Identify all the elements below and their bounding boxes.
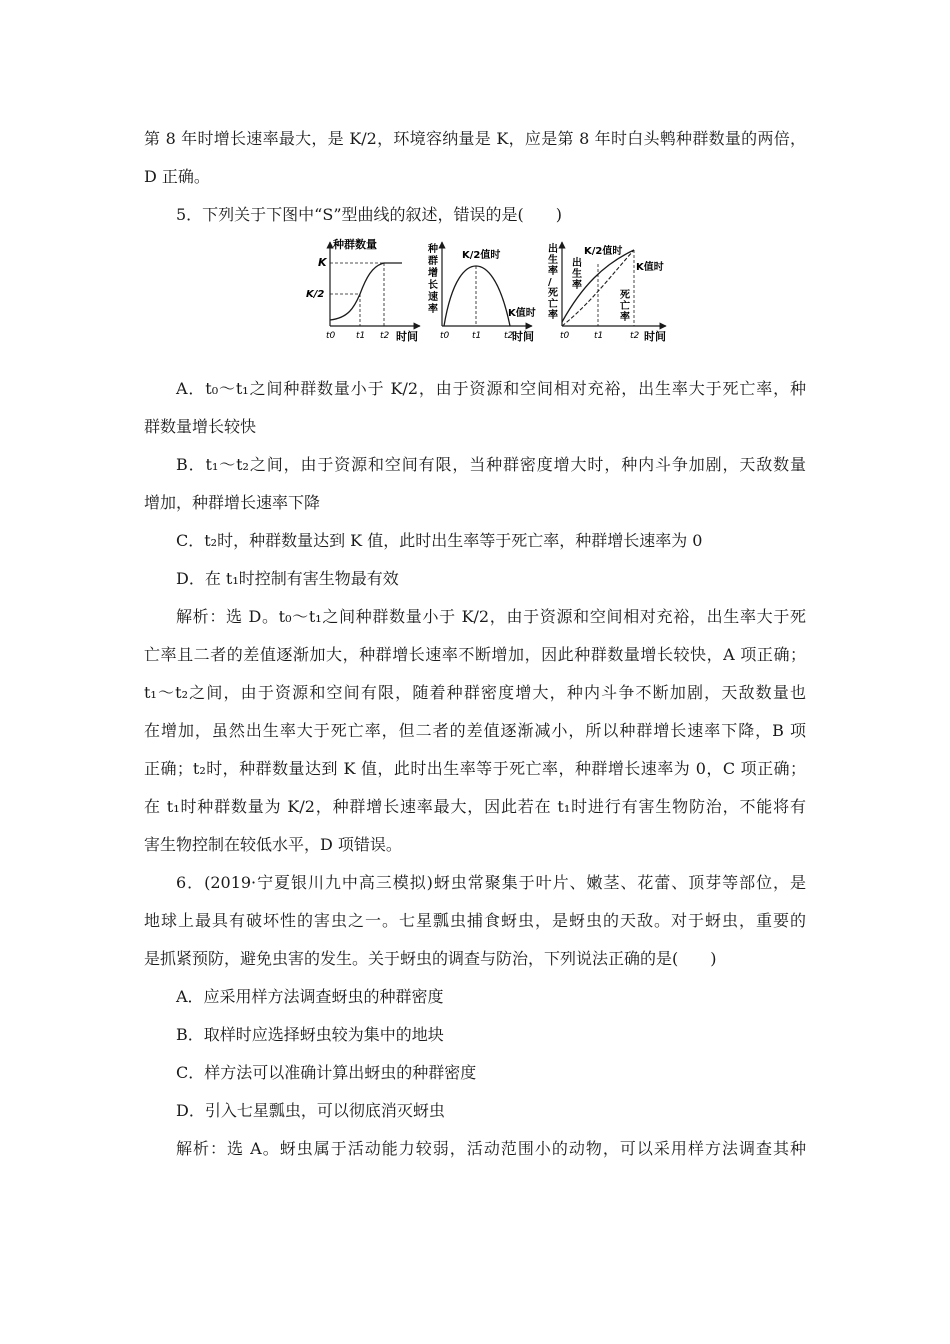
- graph3-k-label: K值时: [636, 262, 664, 273]
- q6-option-a: A．应采用样方法调查蚜虫的种群密度: [176, 987, 444, 1006]
- graph1-k2-label: K/2: [306, 289, 325, 300]
- graph1-k-label: K: [318, 256, 327, 269]
- q5-analysis-line-1: 解析：选 D。t₀～t₁之间种群数量小于 K/2，由于资源和空间相对充裕，出生率大于死: [176, 607, 806, 626]
- q5-option-c: C．t₂时，种群数量达到 K 值，此时出生率等于死亡率，种群增长速率为 0: [176, 531, 703, 550]
- graph3-birth-label: 出生率: [572, 258, 582, 291]
- graph1-ylabel: 种群数量: [333, 238, 377, 251]
- q5-analysis-line-4: 在增加，虽然出生率大于死亡率，但二者的差值逐渐减小，所以种群增长速率下降，B 项: [144, 721, 806, 740]
- graph3-k2-label: K/2值时: [584, 246, 623, 257]
- question-6-stem-line-2: 地球上最具有破坏性的害虫之一。七星瓢虫捕食蚜虫，是蚜虫的天敌。对于蚜虫，重要的: [144, 911, 806, 930]
- graph3-death-label: 死亡率: [620, 290, 630, 323]
- question-5-stem: 5．下列关于下图中“S”型曲线的叙述，错误的是( ): [176, 205, 562, 224]
- graph2-peak-label: K/2值时: [462, 250, 501, 261]
- q5-analysis-line-3: t₁～t₂之间，由于资源和空间有限，随着种群密度增大，种内斗争不断加剧，天敌数量也: [144, 683, 806, 702]
- q5-analysis-line-7: 害生物控制在较低水平，D 项错误。: [144, 835, 402, 854]
- q5-analysis-line-6: 在 t₁时种群数量为 K/2，种群增长速率最大，因此若在 t₁时进行有害生物防治，不能将有: [144, 797, 806, 816]
- question-6-stem-line-3: 是抓紧预防，避免虫害的发生。关于蚜虫的调查与防治，下列说法正确的是( ): [144, 949, 717, 968]
- q6-option-c: C．样方法可以准确计算出蚜虫的种群密度: [176, 1063, 477, 1082]
- graph-population-size: [306, 237, 420, 343]
- graph3-t1: t1: [594, 331, 604, 341]
- q5-option-b-line-1: B．t₁～t₂之间，由于资源和空间有限，当种群密度增大时，种内斗争加剧，天敌数量: [176, 455, 806, 474]
- intro-line-2: D 正确。: [144, 167, 210, 186]
- graph2-ylabel: 种群增长速率: [428, 244, 438, 315]
- graph1-t0: t0: [326, 331, 336, 341]
- graph1-xlabel: 时间: [396, 330, 418, 343]
- graph2-t2: t2: [504, 331, 514, 341]
- q5-option-b-line-2: 增加，种群增长速率下降: [144, 493, 321, 512]
- q5-analysis-line-2: 亡率且二者的差值逐渐加大，种群增长速率不断增加，因此种群数量增长较快，A 项正确；: [144, 645, 806, 664]
- graph2-end-label: K值时: [508, 308, 536, 319]
- q5-analysis-line-5: 正确；t₂时，种群数量达到 K 值，此时出生率等于死亡率，种群增长速率为 0，C 项正确；: [144, 759, 806, 778]
- q5-option-a-line-1: A．t₀～t₁之间种群数量小于 K/2，由于资源和空间相对充裕，出生率大于死亡率，种: [176, 379, 806, 398]
- graph3-t0: t0: [560, 331, 570, 341]
- q5-option-a-line-2: 群数量增长较快: [144, 417, 257, 436]
- graph1-t2: t2: [380, 331, 390, 341]
- q6-option-b: B．取样时应选择蚜虫较为集中的地块: [176, 1025, 444, 1044]
- q6-analysis-line-1: 解析：选 A。蚜虫属于活动能力较弱，活动范围小的动物，可以采用样方法调查其种: [176, 1139, 806, 1158]
- graph-growth-rate: [427, 242, 536, 343]
- question-6-stem-line-1: 6．(2019·宁夏银川九中高三模拟)蚜虫常聚集于叶片、嫩茎、花蕾、顶芽等部位，是: [176, 873, 806, 892]
- graph2-xlabel: 时间: [512, 330, 534, 343]
- q6-option-d: D．引入七星瓢虫，可以彻底消灭蚜虫: [176, 1101, 445, 1120]
- q5-option-d: D．在 t₁时控制有害生物最有效: [176, 569, 399, 588]
- graph3-t2: t2: [630, 331, 640, 341]
- intro-line-1: 第 8 年时增长速率最大，是 K/2，环境容纳量是 K，应是第 8 年时白头鹎种群数量的两倍，: [144, 129, 806, 148]
- graph-birth-death-rate: [548, 242, 666, 343]
- s-curve-figure: [300, 236, 680, 348]
- graph3-xlabel: 时间: [644, 330, 666, 343]
- graph2-t1: t1: [472, 331, 482, 341]
- graph1-t1: t1: [356, 331, 366, 341]
- graph2-t0: t0: [440, 331, 450, 341]
- graph3-ylabel: 出生率/死亡率: [548, 244, 558, 321]
